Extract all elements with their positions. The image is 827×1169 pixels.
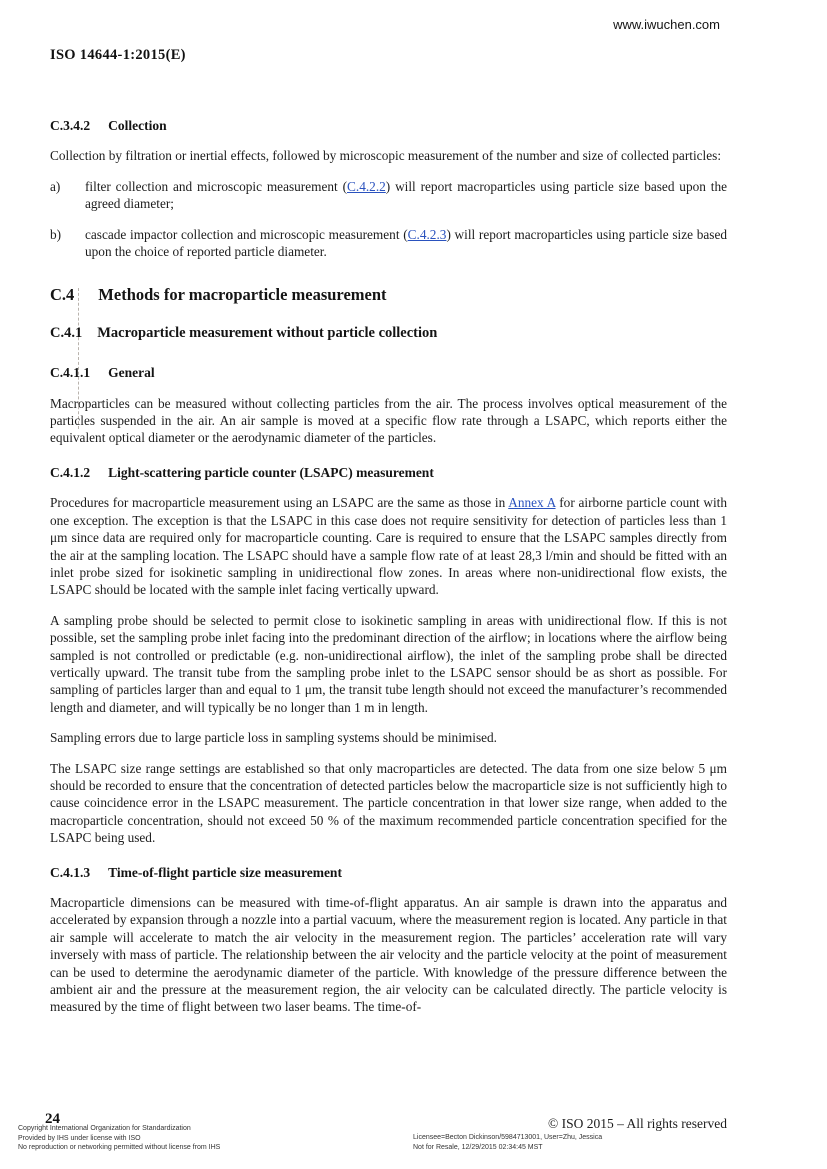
paragraph: Collection by filtration or inertial effects, followed by microscopic measurement of the number and size of collected particles: xyxy=(50,148,722,164)
section-heading-c-4-1 xyxy=(50,325,727,342)
cross-reference-link[interactable]: C.4.2.2 xyxy=(347,178,386,194)
footer-copyright-stamp xyxy=(18,1124,220,1153)
paragraph: Macroparticles can be measured without collecting particles from the air. The process involves optical measurement of the particles suspended in the air. An air sample is moved at a specific flow rate through a LSAPC, which reports either the equivalent optical diameter or the aerodynamic diameter of the particles. xyxy=(50,395,727,446)
document-body xyxy=(50,110,727,1029)
heading-title: Time-of-flight particle size measurement xyxy=(108,864,342,880)
document-id-header: ISO 14644-1:2015(E) xyxy=(50,47,186,63)
paragraph: A sampling probe should be selected to permit close to isokinetic sampling in areas with unidirectional flow. If this is not possible, set the sampling probe inlet facing into the predominant direction of the airflow; in locations where the airflow being sampled is not controlled or predictable (e.g. non-unidirectional airflow), the inlet of the sampling probe shall be directed vertically upward. The transit tube from the sampling probe inlet to the LSAPC sensor should be as short as possible. For sampling of particles larger than and equal to 1 μm, the transit tube length should not exceed the manufacturer’s recommended length and diameter, and will typically be no longer than 1 m in length. xyxy=(50,612,727,715)
list-item-text: cascade impactor collection and microscopic measurement (C.4.2.3) will report macroparticles using particle size based upon the choice of reported particle diameter. xyxy=(85,226,727,260)
section-heading-c-4-1-2 xyxy=(50,464,727,481)
footer-rights-notice: © ISO 2015 – All rights reserved xyxy=(548,1116,727,1131)
watermark-site-url: www.iwuchen.com xyxy=(613,17,720,32)
list-item-b xyxy=(50,226,727,261)
heading-title: Light-scattering particle counter (LSAPC) measurement xyxy=(108,464,434,480)
copyright-line: No reproduction or networking permitted without license from IHS xyxy=(18,1144,221,1152)
cross-reference-link[interactable]: C.4.2.3 xyxy=(407,226,447,242)
heading-number: C.4 xyxy=(50,285,75,305)
heading-title: General xyxy=(108,365,155,381)
heading-number: C.3.4.2 xyxy=(50,118,91,133)
heading-title: Collection xyxy=(108,118,167,133)
license-line: Licensee=Becton Dickinson/5984713001, User=Zhu, Jessica xyxy=(413,1134,603,1141)
copyright-line: Provided by IHS under license with ISO xyxy=(18,1134,141,1142)
license-line: Not for Resale, 12/29/2015 02:34:45 MST xyxy=(413,1143,543,1151)
copyright-line: Copyright International Organization for Standardization xyxy=(18,1125,191,1132)
section-heading-c-3-4-2 xyxy=(50,117,727,134)
list-marker: b) xyxy=(50,226,62,242)
list-item-a xyxy=(50,178,727,213)
paragraph: Macroparticle dimensions can be measured with time-of-flight apparatus. An air sample is drawn into the apparatus and accelerated by expansion through a nozzle into a partial vacuum, where the measurement region is located. Any particle in that air sample will accelerate to match the air velocity in the measurement region. The particles’ acceleration rate will vary inversely with mass of particle. The relationship between the air velocity and the particle velocity at the point of measurement can be used to determine the aerodynamic diameter of the particle. With knowledge of the pressure difference between the ambient air and the pressure at the measurement region, the air velocity can be calculated directly. The particle velocity is measured by the time of flight between two laser beams. The time-of- xyxy=(50,895,727,1015)
cross-reference-link[interactable]: Annex A xyxy=(508,495,556,511)
section-heading-c-4-1-3 xyxy=(50,864,727,881)
heading-title: Macroparticle measurement without particle collection xyxy=(97,324,438,341)
paragraph: Procedures for macroparticle measurement using an LSAPC are the same as those in Annex A for airborne particle count with one exception. The exception is that the LSAPC in this case does not require sensitivity for detection of particles less than 1 μm since data are required only for macroparticle counting. Care is required to ensure that the LSAPC samples directly from the air at the sampling location. The LSAPC should have a sample flow rate of at least 28,3 l/min and should be fitted with an inlet probe sized for isokinetic sampling in unidirectional flow zones. In areas where non-unidirectional flow exists, the LSAPC should be located with the sample inlet facing vertically upward. xyxy=(50,495,727,598)
list-marker: a) xyxy=(50,178,61,194)
section-heading-c-4 xyxy=(50,286,727,303)
page-number: 24 xyxy=(45,1112,60,1125)
heading-number: C.4.1.1 xyxy=(50,365,91,381)
paragraph: The LSAPC size range settings are established so that only macroparticles are detected. The data from one size below 5 μm should be recorded to ensure that the concentration of detected particles below the macroparticle size is not sufficiently high to cause coincidence error in the LSAPC measurement. The particle concentration in that lower size range, when added to the macroparticle concentration, should not exceed 50 % of the maximum recommended particle concentration specified for the LSAPC being used. xyxy=(50,760,727,846)
heading-number: C.4.1.2 xyxy=(50,464,91,480)
footer-license-stamp xyxy=(413,1133,602,1152)
section-heading-c-4-1-1 xyxy=(50,364,727,381)
list-item-text: filter collection and microscopic measurement (C.4.2.2) will report macroparticles using particle size based upon the agreed diameter; xyxy=(85,178,727,212)
heading-number: C.4.1.3 xyxy=(50,864,91,880)
heading-number: C.4.1 xyxy=(50,324,83,341)
paragraph: Sampling errors due to large particle loss in sampling systems should be minimised. xyxy=(50,730,497,746)
heading-title: Methods for macroparticle measurement xyxy=(98,285,387,305)
